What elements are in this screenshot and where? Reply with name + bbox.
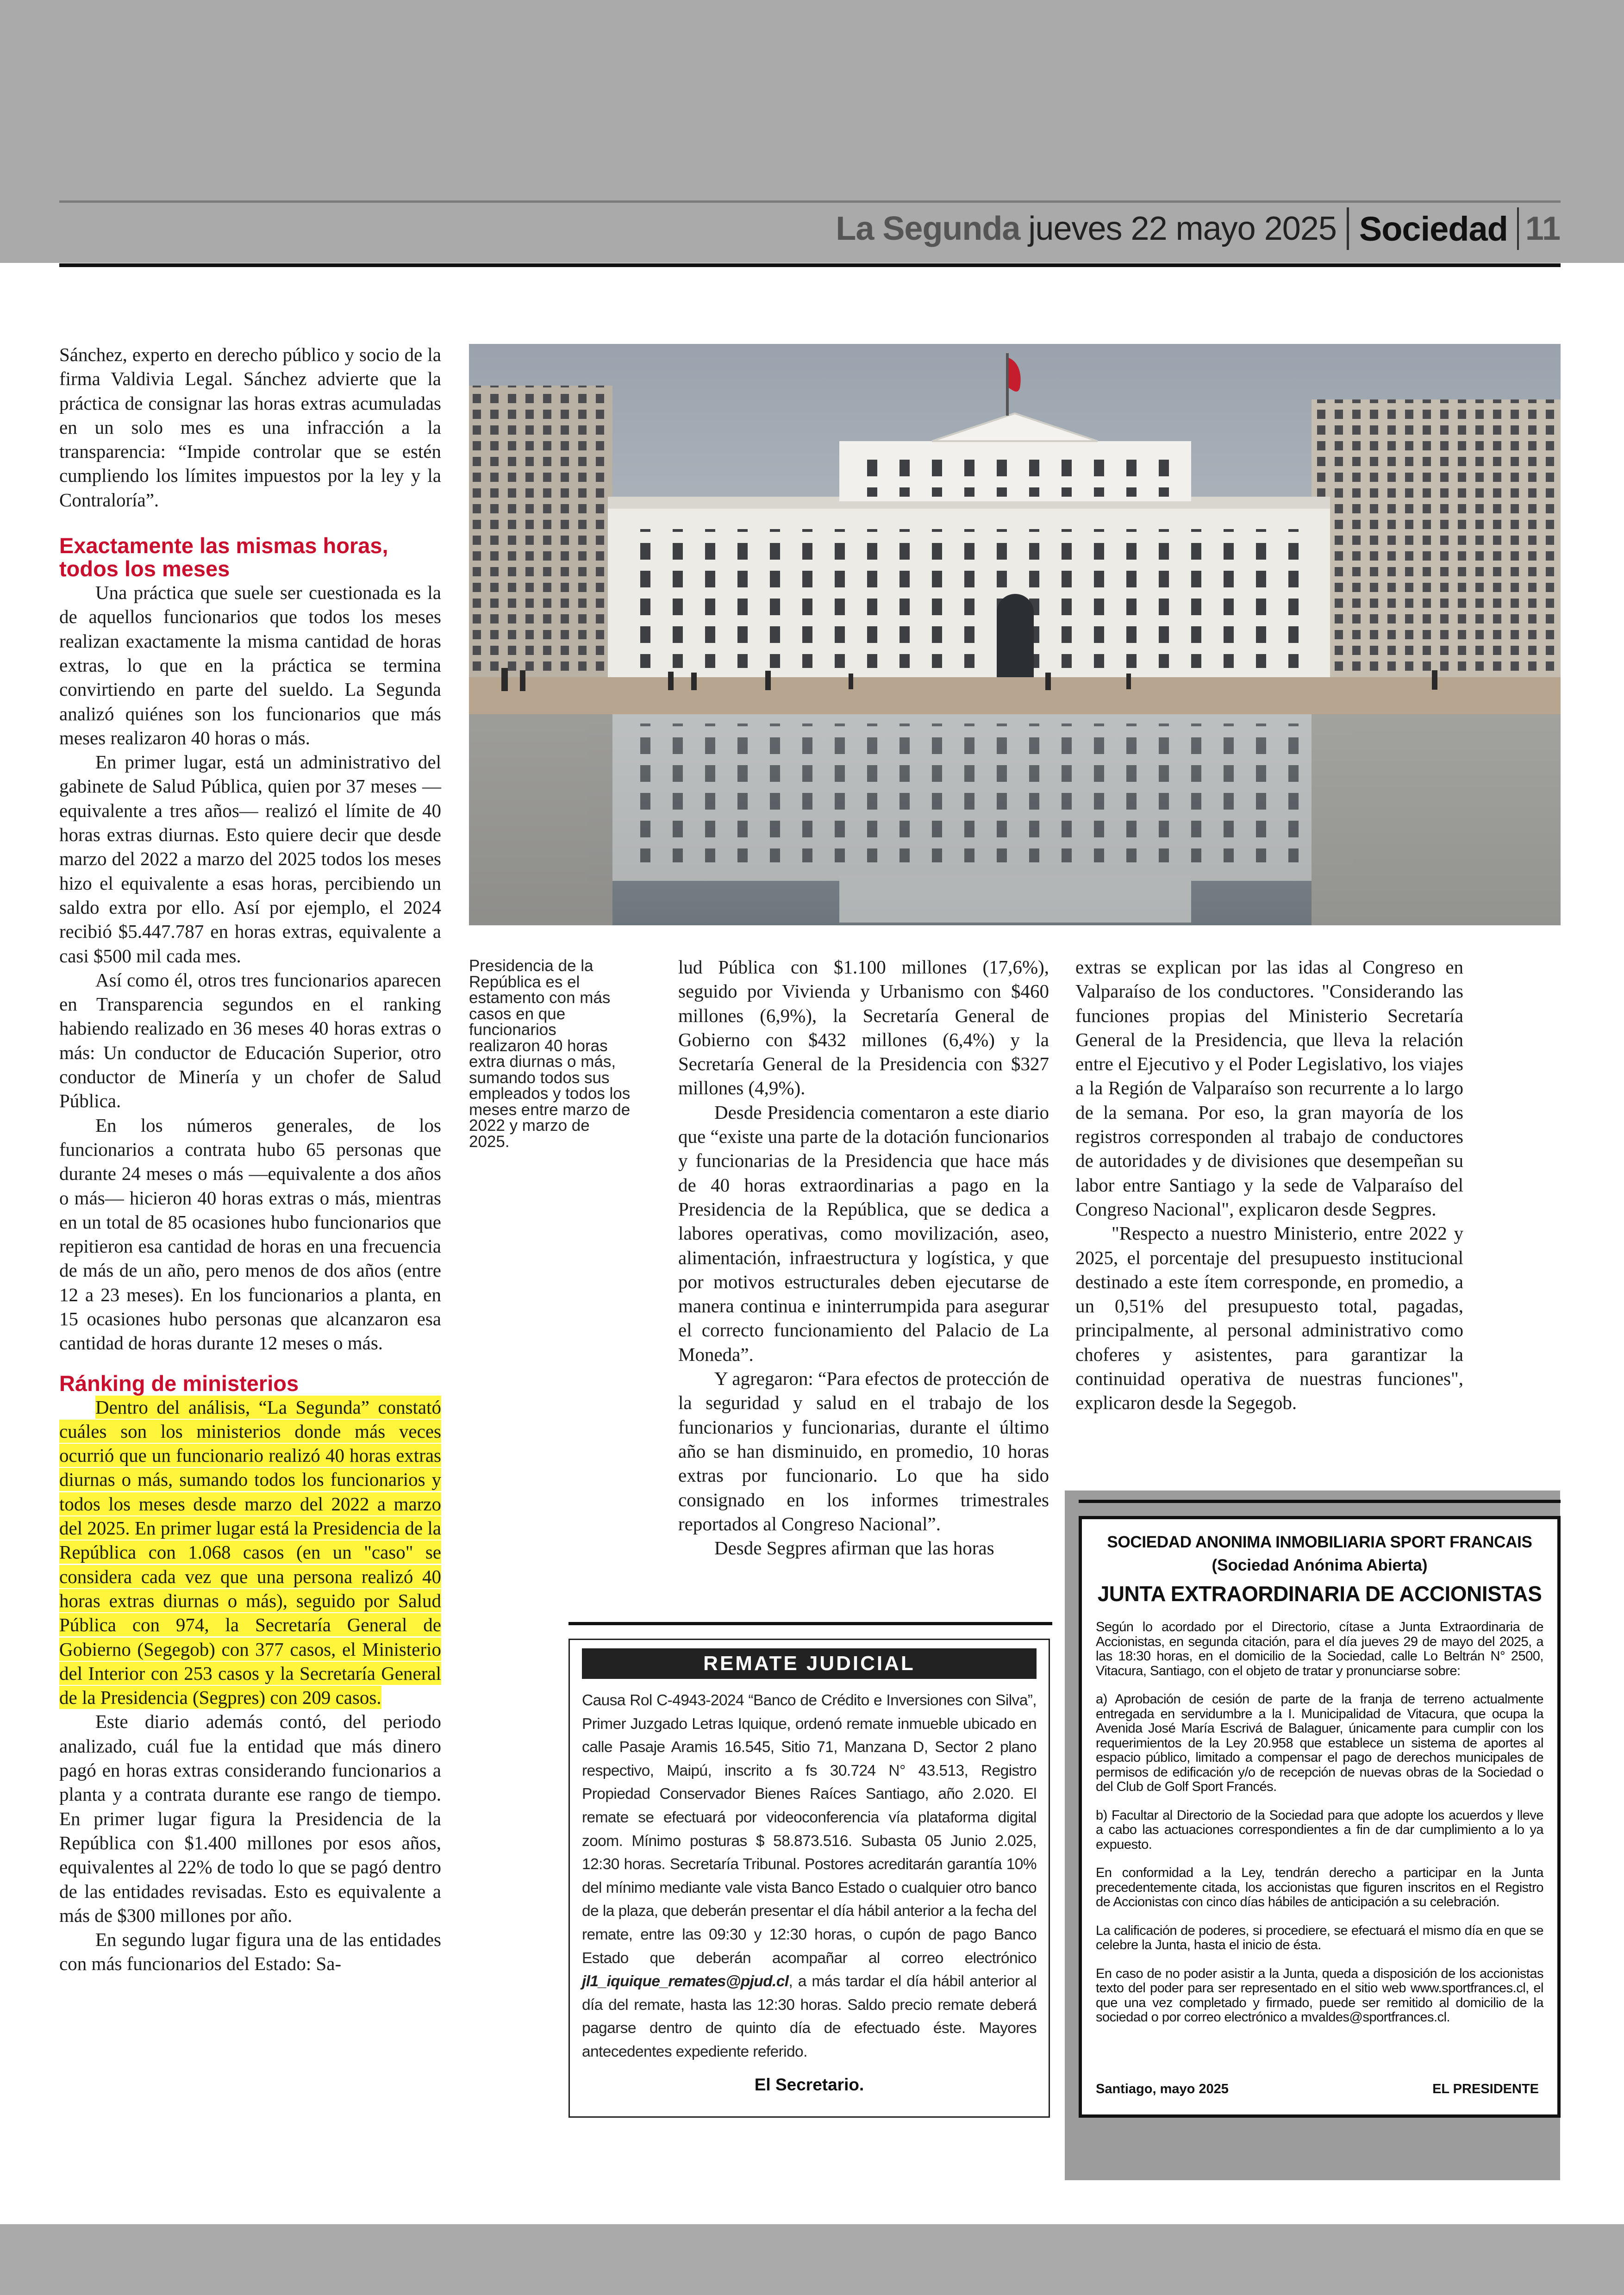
- ad-text: Causa Rol C-4943-2024 “Banco de Crédito e Inversiones con Silva”, Primer Juzgado Letras Iquique, ordenó remate inmueble ubicado en calle Pasaje Aramis 16.545, Sitio 71, Manzana D, Sector 2 plano respectivo, Maipú, inscrito a fs 30.724 N° 43.513, Registro Propiedad Conservador Bienes Raíces Santiago, año 2.020. El remate se efectuará por videoconferencia vía plataforma digital zoom. Mínimo posturas $ 58.873.516. Subasta 05 Junio 2.025, 12:30 horas. Secretaría Tribunal. Postores acreditarán garantía 10% del mínimo mediante vale vista Banco Estado o cualquier otro banco de la plaza, que deberán presentar el día hábil anterior a la fecha del remate, entre las 09:30 y 12:30 horas, o cupón de pago Banco Estado que deberán acompañar al correo electrónico: [582, 1692, 1037, 1967]
- paragraph: En los números generales, de los funcionarios a contrata hubo 65 personas que durante 24 meses o más —equivalente a dos años o más— hicieron 40 horas extras o más, mientras en un total de 85 ocasiones hubo funcionarios que repitieron esa cantidad de horas en una frecuencia de más de un año, pero menos de dos años (entre 12 a 23 meses). En los funcionarios a planta, en 15 ocasiones hubo personas que alcanzaron esa cantidad de horas durante 12 meses o más.: [59, 1114, 441, 1354]
- paragraph: Y agregaron: “Para efectos de protección de la seguridad y salud en el trabajo de los funcionarios y funcionarias, durante el último año se han disminuido, en promedio, 10 horas extras por funcionario. Lo que ha sido consignado en los informes trimestrales reportados al Congreso Nacional”.: [678, 1368, 1049, 1534]
- top-rule: [59, 200, 1561, 203]
- paragraph: Sánchez, experto en derecho público y socio de la firma Valdivia Legal. Sánchez advierte que la práctica de consignar las horas extras acumuladas en un solo mes es una infracción a la transparencia: “Impide controlar que se estén cumpliendo los límites impuestos por la ley y la Contraloría”.: [59, 344, 441, 511]
- newspaper-name: La Segunda: [836, 210, 1020, 247]
- section-name: Sociedad: [1359, 209, 1508, 248]
- paragraph: Según lo acordado por el Directorio, cítase a Junta Extraordinaria de Accionistas, en segunda citación, para el día jueves 29 de mayo del 2025, a las 18:30 horas, en el domicilio de la Sociedad, calle Lo Beltrán N° 2500, Vitacura, Santiago, con el objeto de tratar y pronunciarse sobre:: [1096, 1620, 1543, 1678]
- paragraph: Una práctica que suele ser cuestionada es la de aquellos funcionarios que todos los meses realizan exactamente la misma cantidad de horas extras, lo que en la práctica se termina convirtiendo en parte del sueldo. La Segunda analizó quiénes son los funcionarios que más meses realizaron 40 horas o más.: [59, 582, 441, 748]
- masthead-divider-2: [1517, 207, 1519, 250]
- paragraph: b) Facultar al Directorio de la Sociedad para que adopte los acuerdos y lleve a cabo las actuaciones correspondientes a fin de dar cumplimiento a lo ya expuesto.: [1096, 1808, 1543, 1852]
- masthead: [836, 204, 1561, 254]
- notice-body: [1096, 1620, 1543, 2025]
- paragraph: En conformidad a la Ley, tendrán derecho a participar en la Junta precedentemente citada, los accionistas que figuren inscritos en el Registro de Accionistas con cinco días hábiles de anticipación a su celebración.: [1096, 1865, 1543, 1909]
- junta-accionistas-ad: [1079, 1516, 1561, 2118]
- paragraph: "Respecto a nuestro Ministerio, entre 2022 y 2025, el porcentaje del presupuesto institucional destinado a este ítem corresponde, en promedio, a un 0,51% del presupuesto total, pagadas, principalmente, al personal administrativo como choferes y asistentes, para garantizar la continuidad operativa de nuestras funciones", explicaron desde la Segegob.: [1075, 1222, 1463, 1414]
- ad-text: , a más tardar el día hábil anterior al día del remate, hasta las 12:30 horas. Saldo precio remate deberá pagarse dentro de quinto día de efectuado éste. Mayores antecedentes expediente referido.: [582, 1973, 1037, 2060]
- signer: EL PRESIDENTE: [1432, 2082, 1539, 2096]
- article-column-2: [678, 955, 1049, 1560]
- paragraph: lud Pública con $1.100 millones (17,6%), seguido por Vivienda y Urbanismo con $460 millones (6,9%), la Secretaría General de Gobierno con $432 millones (6,4%) y la Secretaría General de la Presidencia con $327 millones (4,9%).: [678, 956, 1049, 1099]
- ad-body: [582, 1689, 1037, 2064]
- page-number: 11: [1525, 210, 1561, 247]
- issue-date: jueves 22 mayo 2025: [1028, 210, 1337, 247]
- notice-footer: [1096, 2082, 1539, 2097]
- header-rule: [59, 263, 1561, 267]
- subheading: Ránking de ministerios: [59, 1371, 299, 1396]
- subheading: Exactamente las mismas horas, todos los meses: [59, 533, 388, 581]
- place-date: Santiago, mayo 2025: [1096, 2082, 1229, 2096]
- highlight: Dentro del análisis, “La Segunda” constató cuáles son los ministerios donde más veces ocurrió que un funcionario realizó 40 horas extras diurnas o más, sumando todos los funcionarios y todos los meses desde marzo del 2022 a marzo del 2025. En primer lugar está la Presidencia de la República con 1.068 casos (en un "caso" se considera cada vez que una persona realizó 40 horas extras diurnas o más), seguido por Salud Pública con 974, la Secretaría General de Gobierno (Segegob) con 377 casos, el Ministerio del Interior con 253 casos y la Secretaría General de la Presidencia (Segpres) con 209 casos.: [59, 1396, 441, 1709]
- paragraph: Desde Presidencia comentaron a este diario que “existe una parte de la dotación funcionarios y funcionarias de la Presidencia que hace más de 40 horas extraordinarias a pago en la Presidencia de la República, que se dedica a labores operativas, como movilización, aseo, alimentación, infraestructura y logística, y que por motivos estructurales deben ejecutarse de manera continua e ininterrumpida para asegurar el correcto funcionamiento del Palacio de La Moneda”.: [678, 1101, 1049, 1365]
- ad-rule: [568, 1622, 1052, 1625]
- paragraph: Desde Segpres afirman que las horas: [714, 1537, 994, 1559]
- ad-signature: El Secretario.: [754, 2075, 864, 2094]
- company-type: (Sociedad Anónima Abierta): [1212, 1556, 1428, 1574]
- masthead-divider: [1347, 207, 1349, 250]
- paragraph: a) Aprobación de cesión de parte de la franja de terreno actualmente entregada en servidumbre a la I. Municipalidad de Vitacura, que ocupa la Avenida José María Escrivá de Balaguer, únicamente para cumplir con los requerimientos de la Ley 20.958 que establece un sistema de aportes al espacio público, limitado a compensar el pago de derechos municipales de permisos de edificación y/o de recepción de nuevas obras de la Sociedad o del Club de Golf Sport Francés.: [1096, 1692, 1543, 1794]
- paragraph: En segundo lugar figura una de las entidades con más funcionarios del Estado: Sa-: [59, 1929, 441, 1975]
- highlighted-paragraph: [59, 1395, 441, 1710]
- paragraph: En caso de no poder asistir a la Junta, queda a disposición de los accionistas texto del poder para ser representado en el sitio web www.sportfrances.cl, el que una vez completado y firmado, puede ser remitido al domicilio de la sociedad o por correo electrónico a mvaldes@sportfrances.cl.: [1096, 1966, 1543, 2025]
- ad-title: REMATE JUDICIAL: [582, 1648, 1037, 1679]
- article-column-1: [59, 343, 441, 1976]
- photo-caption: Presidencia de la República es el estamento con más casos en que funcionarios realizaron 40 horas extra diurnas o más, sumando todos sus empleados y todos los meses entre marzo de 2022 y marzo de 2025.: [469, 957, 631, 1151]
- paragraph: La calificación de poderes, si procediere, se efectuará el mismo día en que se celebre la Junta, hasta el inicio de ésta.: [1096, 1923, 1543, 1952]
- ad-rule: [1079, 1500, 1561, 1503]
- notice-title: JUNTA EXTRAORDINARIA DE ACCIONISTAS: [1097, 1582, 1542, 1606]
- ad-email: jl1_iquique_remates@pjud.cl: [582, 1973, 789, 1990]
- la-moneda-photo: [469, 344, 1561, 925]
- paragraph: Este diario además contó, del periodo analizado, cuál fue la entidad que más dinero pagó en horas extras considerando funcionarios a planta y a contrata durante ese rango de tiempo. En primer lugar figura la Presidencia de la República con $1.400 millones por esos años, equivalentes al 22% de todo lo que se pagó dentro de las entidades revisadas. Esto es equivalente a más de $300 millones por año.: [59, 1711, 441, 1926]
- article-column-3: [1075, 955, 1463, 1415]
- company-name: SOCIEDAD ANONIMA INMOBILIARIA SPORT FRANCAIS: [1107, 1533, 1532, 1551]
- paragraph: extras se explican por las idas al Congreso en Valparaíso de los conductores. "Considerando las funciones propias del Ministerio Secretaría General de la Presidencia, que lleva la relación entre el Ejecutivo y el Poder Legislativo, los viajes a la Región de Valparaíso son recurrente a lo largo de la semana. Por eso, la gran mayoría de los registros corresponden al trabajo de conductores de autoridades y de divisiones que desempeñan su labor entre Santiago y la sede de Valparaíso del Congreso Nacional", explicaron desde Segpres.: [1075, 956, 1463, 1220]
- remate-judicial-ad: [568, 1639, 1050, 2118]
- paragraph: Así como él, otros tres funcionarios aparecen en Transparencia segundos en el ranking habiendo realizado en 36 meses 40 horas extras o más: Un conductor de Educación Superior, otro conductor de Minería y un chofer de Salud Pública.: [59, 969, 441, 1112]
- paragraph: En primer lugar, está un administrativo del gabinete de Salud Pública, quien por 37 meses —equivalente a tres años— realizó el límite de 40 horas extras diurnas. Esto quiere decir que desde marzo del 2022 a marzo del 2025 todos los meses hizo el equivalente a esas horas, percibiendo un saldo extra por ello. Así por ejemplo, el 2024 recibió $5.447.787 en horas extras, equivalente a casi $500 mil cada mes.: [59, 751, 441, 967]
